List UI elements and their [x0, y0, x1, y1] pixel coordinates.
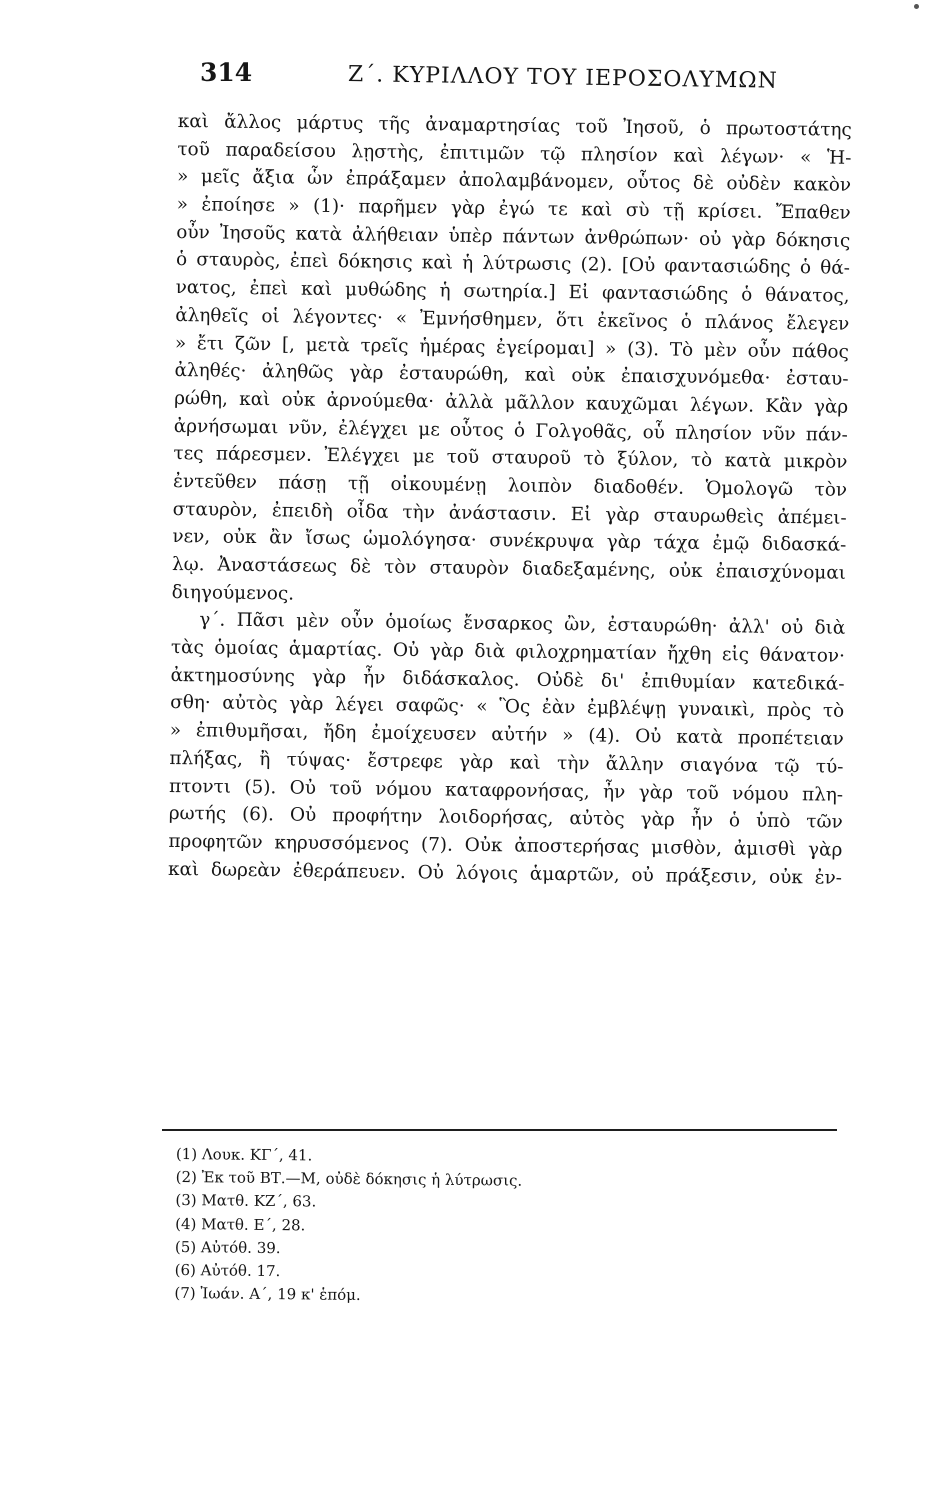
text-line: νεν, οὐκ ἂν ἴσως ὡμολόγησα· συνέκρυψα γὰρ τάχα ἐμῷ διδασκά-: [172, 526, 847, 557]
footnote: (6) Αὐτόθ. 17.: [174, 1260, 281, 1281]
text-line: καὶ ἄλλος μάρτυς τῆς ἀναμαρτησίας τοῦ Ἰησοῦ, ὁ πρωτοστάτης: [177, 110, 852, 141]
text-line: ἀρνήσωμαι νῦν, ἐλέγχει με οὗτος ὁ Γολγοθᾶς, οὗ πλησίον νῦν πάν-: [173, 415, 848, 446]
text-line: σθη· αὐτὸς γὰρ λέγει σαφῶς· « Ὃς ἐὰν ἐμβλέψῃ γυναικὶ, πρὸς τὸ: [170, 692, 845, 723]
footnote-divider: [162, 1129, 837, 1131]
text-line: διηγούμενος.: [171, 581, 295, 605]
text-line: » μεῖς ἄξια ὧν ἐπράξαμεν ἀπολαμβάνομεν, οὗτος δὲ οὐδὲν κακὸν: [176, 166, 852, 197]
text-line: νατος, ἐπεὶ καὶ μυθώδης ἡ σωτηρία.] Εἰ φαντασιώδης ὁ θάνατος,: [175, 277, 850, 307]
text-line: » ἐποίησε » (1)· παρῆμεν γὰρ ἐγώ τε καὶ σὺ τῇ κρίσει. Ἔπαθεν: [176, 194, 851, 224]
text-line: τὰς ὁμοίας ἁμαρτίας. Οὐ γὰρ διὰ φιλοχρηματίαν ἤχθη εἰς θάνατον·: [170, 637, 846, 667]
text-line: ρώθη, καὶ οὐκ ἀρνούμεθα· ἀλλὰ μᾶλλον καυχῶμαι λέγων. Κἂν γὰρ: [174, 387, 849, 418]
footnote: (5) Αὐτόθ. 39.: [174, 1237, 281, 1257]
text-line: ἀκτημοσύνης γὰρ ἦν διδάσκαλος. Οὐδὲ δι' ἐπιθυμίαν κατεδικά-: [170, 664, 845, 695]
running-title: Ζ΄. ΚΥΡΙΛΛΟΥ ΤΟΥ ΙΕΡΟΣΟΛΥΜΩΝ: [347, 62, 779, 94]
text-line: τοῦ παραδείσου λῃστὴς, ἐπιτιμῶν τῷ πλησίον καὶ λέγων· « Ἡ-: [177, 138, 852, 169]
footnote: (3) Ματθ. ΚΖ΄, 63.: [175, 1191, 317, 1211]
text-line: προφητῶν κηρυσσόμενος (7). Οὐκ ἀποστερήσας μισθὸν, ἀμισθὶ γὰρ: [168, 830, 843, 861]
text-line: ρωτής (6). Οὐ προφήτην λοιδορήσας, αὐτὸς γὰρ ἦν ὁ ὑπὸ τῶν: [168, 803, 843, 833]
text-line: τες πάρεσμεν. Ἐλέγχει με τοῦ σταυροῦ τὸ ξύλον, τὸ κατὰ μικρὸν: [173, 443, 848, 474]
footnote: (7) Ἰωάν. Α΄, 19 κ' ἑπόμ.: [174, 1284, 361, 1305]
text-line: πλήξας, ἢ τύψας· ἔστρεφε γὰρ καὶ τὴν ἄλλην σιαγόνα τῷ τύ-: [169, 747, 844, 778]
text-line: πτοντι (5). Οὐ τοῦ νόμου καταφρονήσας, ἦν γὰρ τοῦ νόμου πλη-: [168, 775, 844, 806]
text-line: σταυρὸν, ἐπειδὴ οἶδα τὴν ἀνάστασιν. Εἰ γὰρ σταυρωθεὶς ἀπέμει-: [172, 498, 847, 529]
text-line: καὶ δωρεὰν ἐθεράπευεν. Οὐ λόγοις ἁμαρτῶν, οὐ πράξεσιν, οὐκ ἐν-: [167, 858, 843, 889]
footnote: (1) Λουκ. ΚΓ΄, 41.: [175, 1144, 313, 1165]
main-text: [168, 108, 852, 892]
paragraph-start-line: γ΄. Πᾶσι μὲν οὖν ὁμοίως ἔνσαρκος ὢν, ἐσταυρώθη· ἀλλ' οὐ διὰ: [199, 609, 846, 640]
running-header: [200, 58, 780, 98]
text-line: ἀληθεῖς οἱ λέγοντες· « Ἐμνήσθημεν, ὅτι ἐκεῖνος ὁ πλάνος ἔλεγεν: [175, 304, 850, 335]
footnotes: [174, 1143, 596, 1310]
footnote: (2) Ἐκ τοῦ ΒΤ.—Μ, οὐδὲ δόκησις ἡ λύτρωσις.: [175, 1168, 523, 1190]
page-number: 314: [200, 58, 253, 87]
ink-speck: [914, 4, 919, 9]
text-line: » ἔτι ζῶν [, μετὰ τρεῖς ἡμέρας ἐγείρομαι] » (3). Τὸ μὲν οὖν πάθος: [174, 332, 850, 363]
text-line: ὁ σταυρὸς, ἐπεὶ δόκησις καὶ ἡ λύτρωσις (2). [Οὐ φαντασιώδης ὁ θά-: [175, 249, 851, 280]
text-line: ἀληθές· ἀληθῶς γὰρ ἐσταυρώθη, καὶ οὐκ ἐπαισχυνόμεθα· ἐσταυ-: [174, 360, 849, 390]
text-line: οὖν Ἰησοῦς κατὰ ἀλήθειαν ὑπὲρ πάντων ἀνθρώπων· οὐ γὰρ δόκησις: [176, 221, 851, 252]
text-line: ἐντεῦθεν πάσῃ τῇ οἰκουμένῃ λοιπὸν διαδοθέν. Ὁμολογῶ τὸν: [172, 470, 848, 501]
text-line: » ἐπιθυμῆσαι, ἤδη ἐμοίχευσεν αὐτήν » (4). Οὐ κατὰ προπέτειαν: [169, 720, 844, 750]
text-line: λῳ. Ἀναστάσεως δὲ τὸν σταυρὸν διαδεξαμένης, οὐκ ἐπαισχύνομαι: [171, 553, 847, 584]
footnote: (4) Ματθ. Ε΄, 28.: [175, 1214, 306, 1234]
